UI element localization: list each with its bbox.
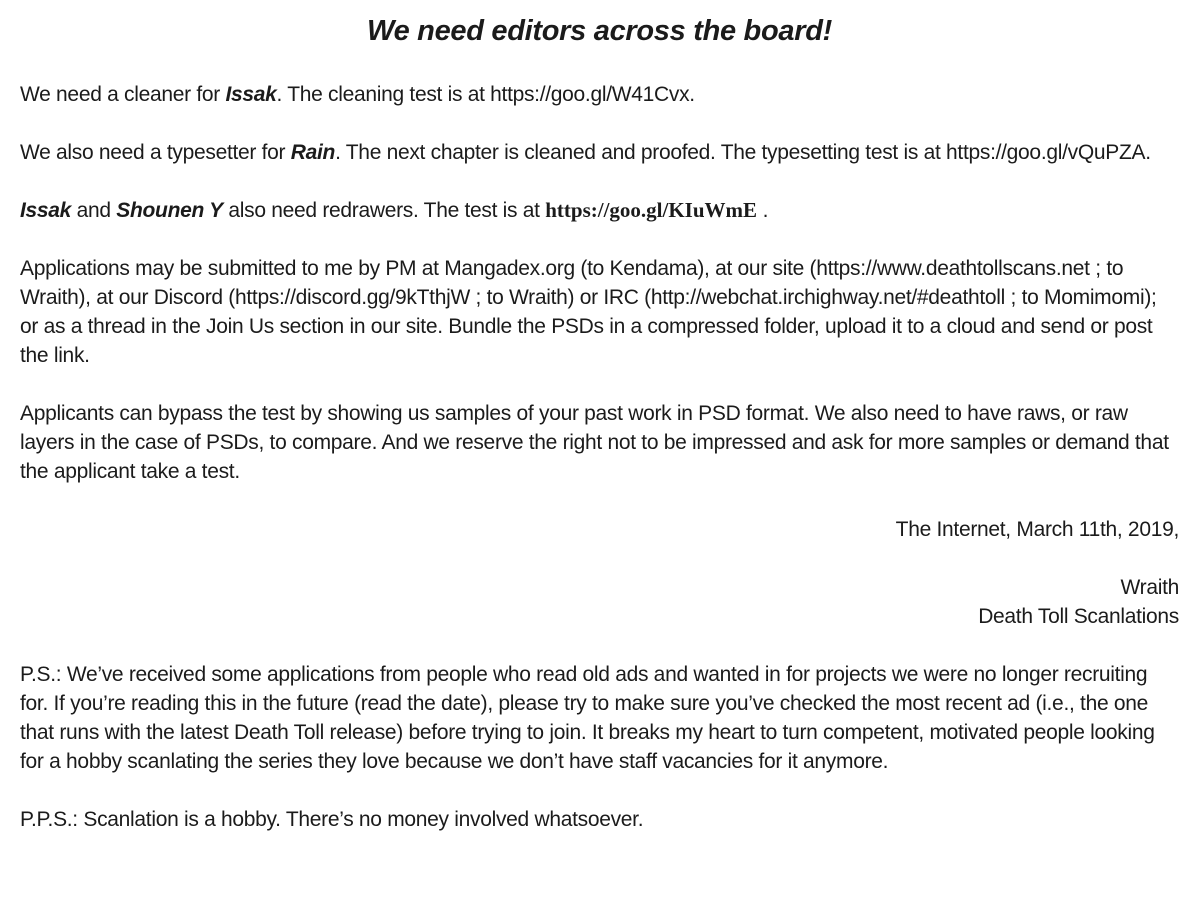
text-run: We need a cleaner for: [20, 83, 226, 106]
paragraph-redrawers-needed: [20, 196, 1179, 225]
series-name-shounen-y: Shounen Y: [116, 199, 223, 222]
text-run: .: [1145, 141, 1151, 164]
series-name-issak: Issak: [225, 83, 277, 106]
dateline: [20, 515, 1179, 544]
text-run: Applications may be submitted to me by PM at Mangadex.org (to Kendama), at our site (https://www.deathtollscans.net ; to Wraith), at our Discord (https://discord.gg/9kTthjW ; to Wraith) or IRC (http://webchat.irchighway.net/#deathtoll ; to Momimomi); or as a thread in the Join Us section in our site. Bundle the PSDs in a compressed folder, upload it to a cloud and send or post the link.: [20, 257, 1163, 367]
series-name-issak: Issak: [20, 199, 72, 222]
page-title: We need editors across the board!: [367, 15, 832, 47]
redrawing-test-url: https://goo.gl/KIuWmE: [545, 198, 758, 222]
group-name: Death Toll Scanlations: [978, 605, 1179, 628]
paragraph-postscript: [20, 660, 1179, 776]
text-run: . The next chapter is cleaned and proofed. The typesetting test is at: [335, 141, 947, 164]
signature-name: Wraith: [1120, 576, 1179, 599]
date-text: The Internet, March 11th, 2019,: [895, 518, 1179, 541]
series-name-rain: Rain: [290, 141, 336, 164]
text-run: .: [689, 83, 695, 106]
text-run: We also need a typesetter for: [20, 141, 291, 164]
text-run: . The cleaning test is at: [276, 83, 491, 106]
text-run: .: [757, 199, 769, 222]
paragraph-how-to-apply: [20, 254, 1179, 370]
text-run: and: [71, 199, 117, 222]
text-run: P.P.S.: Scanlation is a hobby. There’s no money involved whatsoever.: [20, 808, 644, 831]
text-run: Applicants can bypass the test by showing us samples of your past work in PSD format. We also need to have raws, or raw layers in the case of PSDs, to compare. And we reserve the right not to be impressed and ask for more samples or demand that the applicant take a test.: [20, 402, 1175, 483]
text-run: also need redrawers. The test is at: [222, 199, 546, 222]
typesetting-test-url: https://goo.gl/vQuPZA: [946, 141, 1146, 164]
paragraph-post-postscript: [20, 805, 1179, 834]
text-run: P.S.: We’ve received some applications from people who read old ads and wanted in for projects we were no longer recruiting for. If you’re reading this in the future (read the date), please try to make sure you’ve checked the most recent ad (i.e., the one that runs with the latest Death Toll release) before trying to join. It breaks my heart to turn competent, motivated people looking for a hobby scanlating the series they love because we don’t have staff vacancies for it anymore.: [20, 663, 1161, 773]
paragraph-cleaner-needed: [20, 80, 1179, 109]
paragraph-test-bypass: [20, 399, 1179, 486]
signature-block: [20, 573, 1179, 631]
paragraph-typesetter-needed: [20, 138, 1179, 167]
cleaning-test-url: https://goo.gl/W41Cvx: [490, 83, 690, 106]
